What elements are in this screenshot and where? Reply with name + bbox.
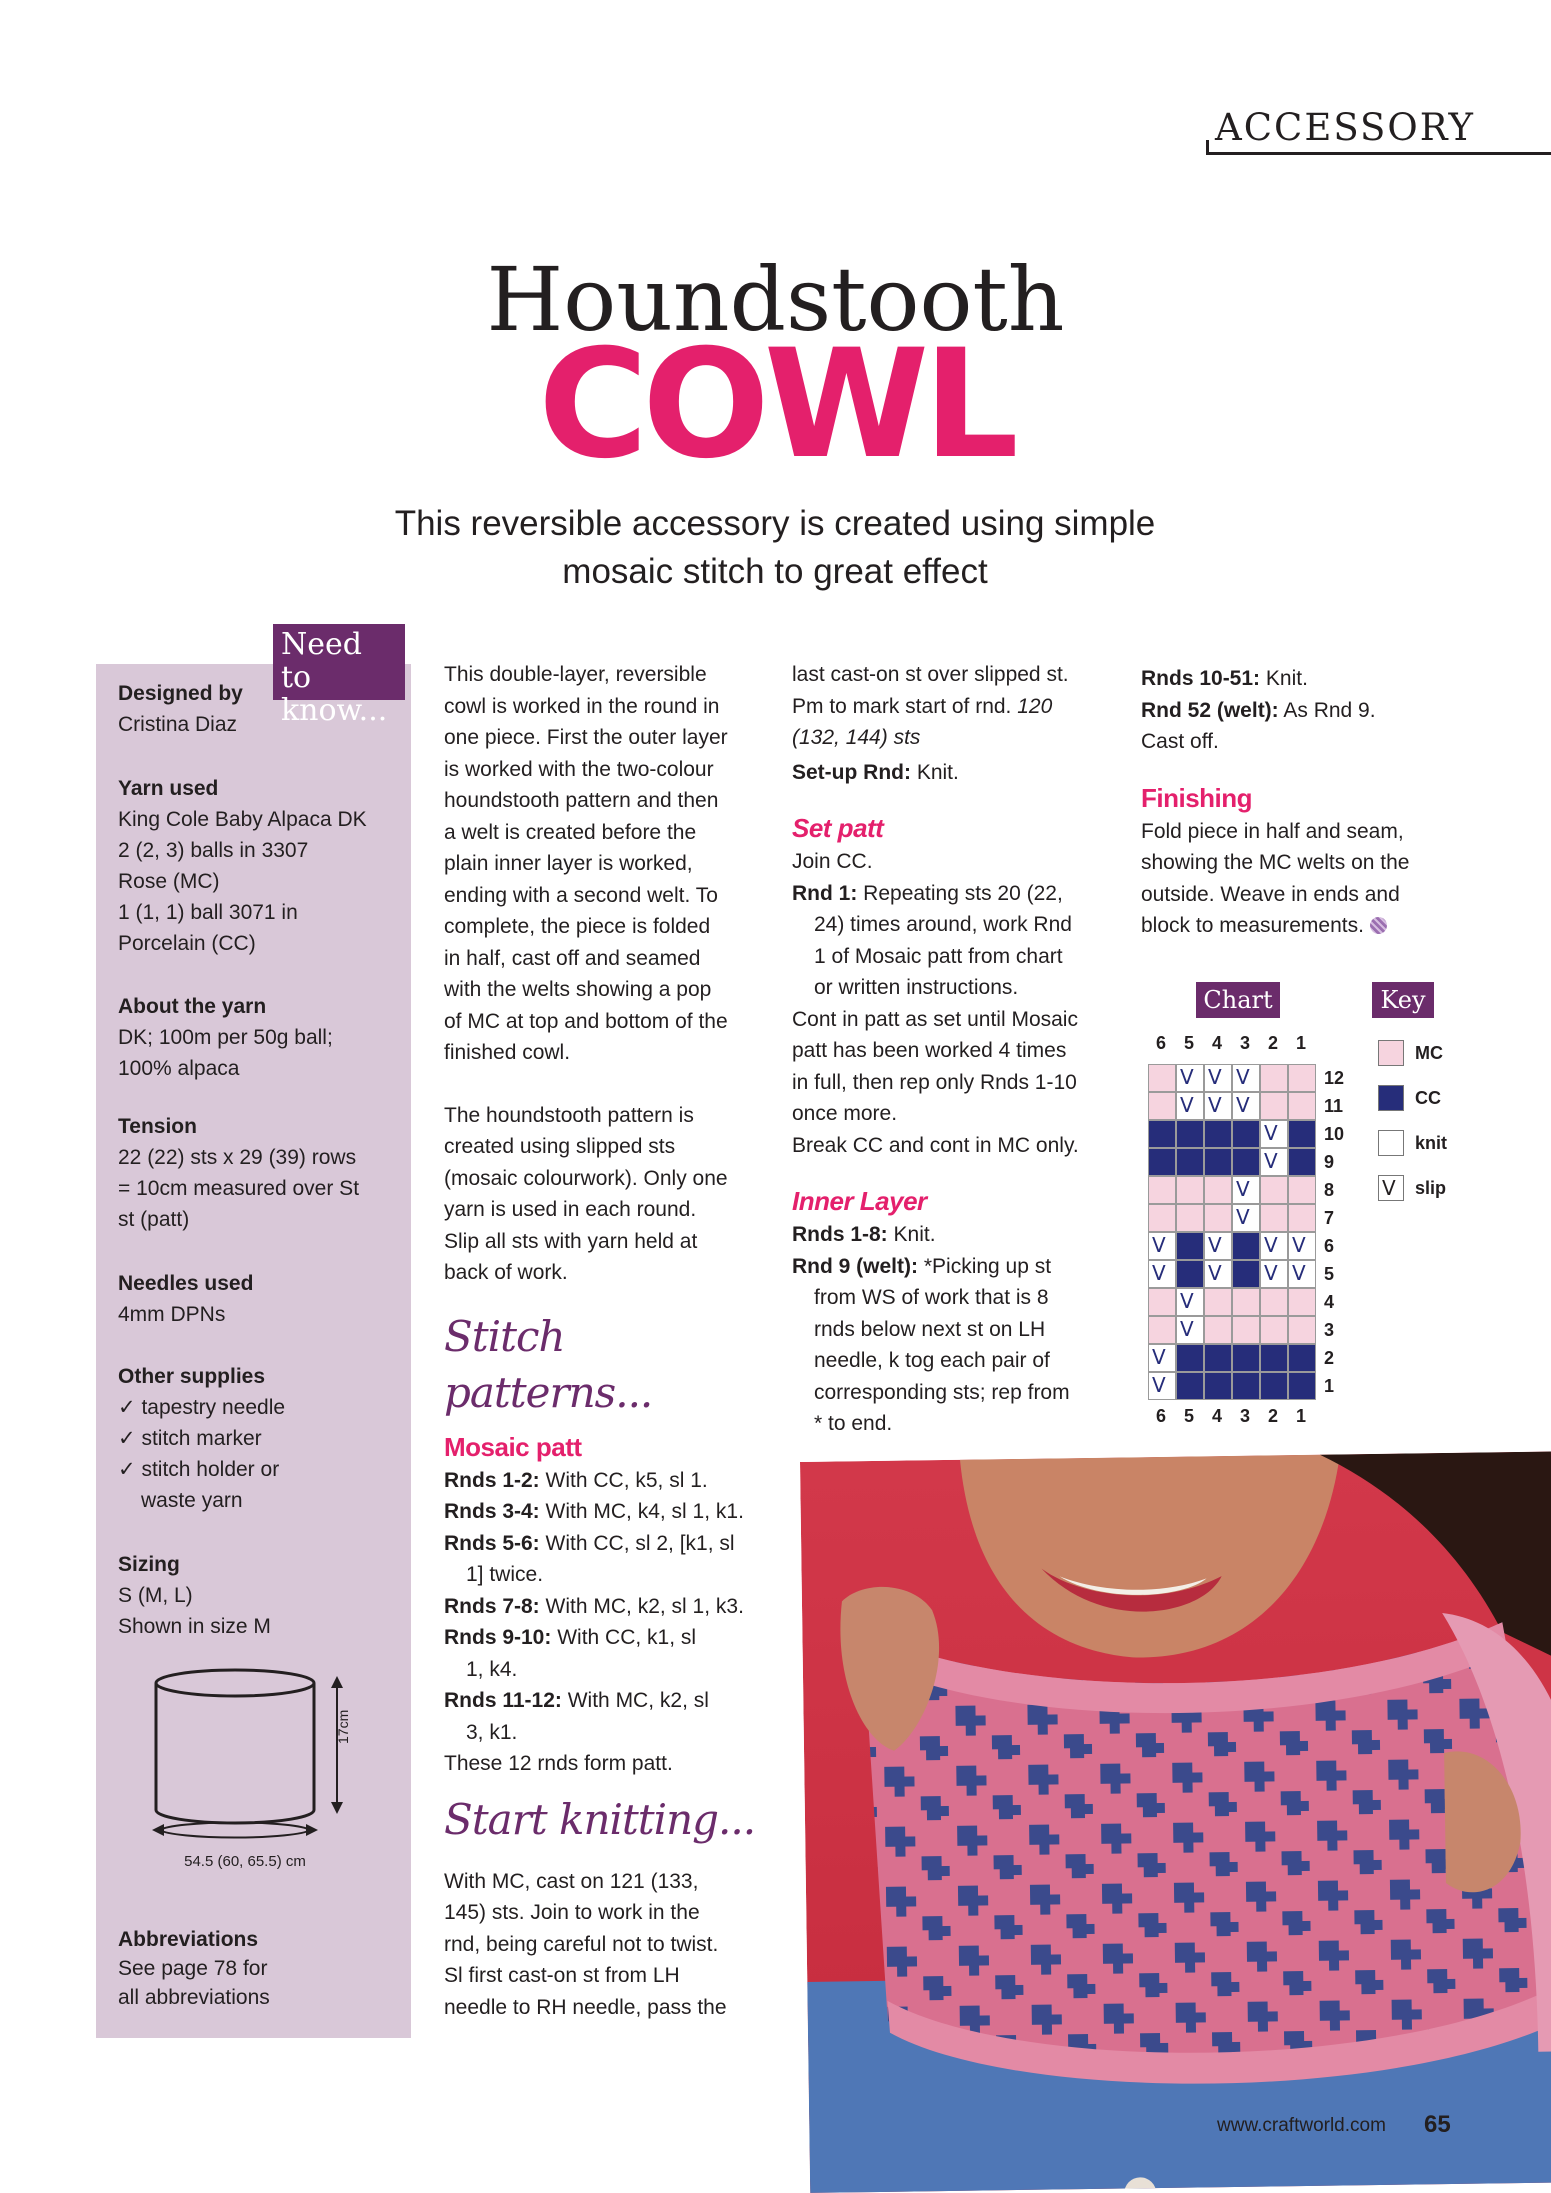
chart-cell-mc [1260,1288,1288,1316]
tension-line: 22 (22) sts x 29 (39) rows [118,1146,357,1169]
chart-col-label: 6 [1155,1033,1166,1053]
other-supplies-heading: Other supplies [118,1365,266,1388]
chart-row-label: 8 [1324,1180,1335,1200]
chart-cell-mc [1260,1176,1288,1204]
abbreviations-block [118,1925,408,2012]
chart-cell-cc [1148,1148,1176,1176]
slip-icon: V [1264,1233,1278,1257]
mosaic-row: Rnds 3-4: With MC, k4, sl 1, k1. [444,1500,744,1523]
mosaic-row-cont: 1] twice. [466,1563,544,1586]
chart-cell-slip [1176,1288,1204,1316]
chart-cell-slip [1204,1232,1232,1260]
start-knitting-text: With MC, cast on 121 (133, 145) sts. Join to work in the rnd, being careful not to twist. Sl first cast-on st from LH needle to RH needle, pass the [444,1869,727,2019]
stitch-patterns-heading: Stitch patterns... [444,1311,653,1417]
chart-cell-cc [1288,1148,1316,1176]
key-swatch-mc [1378,1040,1404,1066]
chart-cell-mc [1260,1092,1288,1120]
chart-cell-cc [1232,1260,1260,1288]
chart-row-label: 7 [1324,1208,1335,1228]
chart-cell-cc [1232,1148,1260,1176]
need-tag-line: Need to [281,627,362,695]
mosaic-row: Rnds 5-6: With CC, sl 2, [k1, sl [444,1531,735,1555]
sizing-block [118,1549,408,1642]
chart-cell-mc [1148,1204,1176,1232]
chart-cell-mc [1204,1316,1232,1344]
chart-row-label: 1 [1324,1376,1335,1396]
slip-icon: V [1292,1233,1306,1257]
slip-icon: V [1292,1261,1306,1285]
chart-cell-mc [1288,1288,1316,1316]
start-knitting-heading: Start knitting... [444,1794,756,1844]
setup-rnd: Set-up Rnd: Knit. [792,760,959,784]
rnd1: Rnd 1: Repeating sts 20 (22, [792,881,1063,905]
title-line-2: COWL [538,318,1013,492]
slip-icon: V [1152,1345,1166,1369]
tension-line: = 10cm measured over St [118,1177,360,1200]
mosaic-row-cont: 3, k1. [466,1720,518,1744]
mosaic-end: These 12 rnds form patt. [444,1752,673,1775]
rnd-52-welt: Rnd 52 (welt): As Rnd 9. [1141,698,1376,722]
chart-cell-slip [1288,1260,1316,1288]
slip-icon: V [1152,1233,1166,1257]
chart-cell-slip [1204,1260,1232,1288]
cowl-size-diagram [140,1660,370,1880]
cont-patt-paragraph: Cont in patt as set until Mosaic patt has been worked 4 times in full, then rep only Rnds 1-10 once more. Break CC and cont in MC only. [792,1007,1079,1157]
chart-cell-mc [1148,1092,1176,1120]
chart-cell-slip [1260,1260,1288,1288]
chart-col-label: 2 [1267,1033,1278,1053]
chart-cell-slip [1232,1204,1260,1232]
chart-cell-mc [1204,1176,1232,1204]
section-rule [1206,152,1551,155]
chart-col-label: 1 [1295,1406,1306,1426]
column-1 [444,659,774,2023]
chart-row-label: 6 [1324,1236,1335,1256]
tension-block [118,1111,408,1235]
need-tag-line: know... [281,693,388,728]
chart-cell-cc [1148,1120,1176,1148]
chart-cell-slip [1288,1232,1316,1260]
chart-cell-slip [1176,1064,1204,1092]
slip-icon: V [1236,1065,1250,1089]
yarn-line: 2 (2, 3) balls in 3307 [118,839,309,862]
chart-cell-mc [1288,1204,1316,1232]
slip-icon: V [1180,1317,1194,1341]
chart-cell-cc [1176,1372,1204,1400]
slip-icon: V [1208,1093,1222,1117]
cowl-photo [800,1452,1551,2193]
check-icon: ✓ [118,1458,136,1481]
chart-cell-mc [1288,1092,1316,1120]
chart-cell-cc [1176,1344,1204,1372]
slip-icon: V [1236,1205,1250,1229]
yarn-used-heading: Yarn used [118,777,219,800]
column-2: last cast-on st over slipped st. Pm to mark start of rnd. 120 (132, 144) sts Set-up Rnd: Knit. Set patt Join CC. Rnd 1: Repeating sts 20 (22, 24) times around, work Rnd 1 of Mosaic patt from chart or written instructions. Cont in patt as set until Mosaic patt has been worked 4 times in full, then rep only Rnds 1-10 once more. Break CC and cont in MC only. Inner Layer Rnds 1-8: Knit. Rnd 9 (welt): *Picking up st from WS of work that is 8 rnds below next st on LH needle, k tog each pair of corresponding sts; rep from * to end. [792,659,1122,1440]
key-label: knit [1415,1133,1448,1153]
about-yarn-block [118,991,408,1084]
mosaic-row: Rnds 9-10: With CC, k1, sl [444,1626,697,1649]
supply-item: ✓ stitch marker [118,1427,262,1450]
mosaic-row: Rnds 11-12: With MC, k2, sl [444,1689,709,1712]
chart-cell-cc [1260,1372,1288,1400]
designed-by-heading: Designed by [118,682,243,705]
chart-cell-cc [1176,1232,1204,1260]
abbreviations-heading: Abbreviations [118,1928,259,1951]
slip-icon: V [1264,1261,1278,1285]
chart-row-label: 10 [1324,1124,1345,1144]
chart-cell-slip [1176,1092,1204,1120]
chart-cell-slip [1260,1120,1288,1148]
designer-name: Cristina Diaz [118,713,238,736]
chart-row-label: 11 [1324,1096,1344,1116]
chart-cell-cc [1204,1344,1232,1372]
yarn-used-block [118,773,408,959]
chart-row-label: 5 [1324,1264,1335,1284]
chart-cell-cc [1176,1260,1204,1288]
sizing-heading: Sizing [118,1553,180,1576]
subtitle-line-2: mosaic stitch to great effect [562,552,988,591]
key-label: CC [1415,1088,1441,1108]
footer-url[interactable]: www.craftworld.com [1217,2115,1386,2136]
designed-by-block [118,678,408,740]
rnd-9-welt: Rnd 9 (welt): *Picking up st [792,1254,1052,1278]
supply-item: waste yarn [141,1489,243,1512]
chart-cell-slip [1176,1316,1204,1344]
chart-cell-mc [1260,1204,1288,1232]
chart-col-label: 4 [1211,1033,1222,1053]
slip-icon: V [1236,1093,1250,1117]
section-label: ACCESSORY [1215,106,1475,149]
rnds-10-51: Rnds 10-51: Knit. [1141,667,1308,690]
check-icon: ✓ [118,1427,136,1450]
chart-cell-mc [1148,1288,1176,1316]
slip-icon: V [1180,1289,1194,1313]
mosaic-row: Rnds 7-8: With MC, k2, sl 1, k3. [444,1594,744,1618]
join-cc: Join CC. [792,850,873,873]
slip-icon: V [1208,1261,1222,1285]
slip-icon: V [1264,1121,1278,1145]
abbreviations-line: See page 78 for [118,1957,268,1980]
mosaic-patt-heading: Mosaic patt [444,1431,582,1462]
sizing-line: Shown in size M [118,1615,271,1638]
chart-row-label: 4 [1324,1292,1335,1312]
mosaic-row: Rnds 1-2: With CC, k5, sl 1. [444,1468,708,1492]
chart-cell-cc [1288,1120,1316,1148]
chart-cell-mc [1288,1064,1316,1092]
chart-cell-slip [1232,1092,1260,1120]
chart-row-label: 9 [1324,1152,1335,1172]
chart-cell-cc [1232,1232,1260,1260]
chart-cell-cc [1232,1344,1260,1372]
chart-cell-cc [1176,1120,1204,1148]
chart-cell-mc [1204,1204,1232,1232]
chart-cell-mc [1148,1064,1176,1092]
about-yarn-line: DK; 100m per 50g ball; [118,1026,333,1049]
chart-cell-mc [1232,1316,1260,1344]
chart-cell-slip [1260,1148,1288,1176]
chart-cell-slip [1148,1260,1176,1288]
chart-cell-cc [1288,1344,1316,1372]
chart-col-label: 1 [1295,1033,1306,1053]
supply-item: ✓ stitch holder or [118,1458,280,1481]
chart-cell-mc [1176,1176,1204,1204]
other-supplies-block [118,1361,408,1516]
chart-cell-cc [1204,1372,1232,1400]
circumference-label: 54.5 (60, 65.5) cm [184,1853,306,1870]
chart-cell-mc [1176,1204,1204,1232]
slip-icon: V [1152,1373,1166,1397]
chart-cell-slip [1232,1176,1260,1204]
key-swatch-slip [1378,1175,1404,1201]
yarn-line: Porcelain (CC) [118,932,256,955]
abbreviations-line: all abbreviations [118,1986,270,2009]
chart-col-label: 5 [1183,1406,1194,1426]
cast-off: Cast off. [1141,730,1219,753]
tension-line: st (patt) [118,1208,190,1231]
yarn-line: Rose (MC) [118,870,220,893]
chart-cell-mc [1288,1316,1316,1344]
finishing-heading: Finishing [1141,782,1253,813]
chart-row-label: 12 [1324,1068,1345,1088]
chart-col-label: 3 [1239,1033,1250,1053]
chart-cell-cc [1204,1120,1232,1148]
subtitle [300,500,1250,596]
chart-cell-mc [1260,1316,1288,1344]
slip-icon: V [1180,1065,1194,1089]
chart-col-label: 2 [1267,1406,1278,1426]
title-line-1: Houndstooth [486,248,1065,351]
inner-layer-heading: Inner Layer [792,1186,927,1216]
check-icon: ✓ [118,1396,136,1419]
chart-row-label: 2 [1324,1348,1335,1368]
key-label: slip [1415,1178,1447,1198]
chart-cell-cc [1176,1148,1204,1176]
slip-icon: V [1264,1149,1278,1173]
chart-col-label: 3 [1239,1406,1250,1426]
about-yarn-line: 100% alpaca [118,1057,240,1080]
chart-tag: Chart [1196,982,1280,1018]
supply-item: ✓ tapestry needle [118,1396,286,1419]
slip-icon: V [1236,1177,1250,1201]
about-yarn-heading: About the yarn [118,995,267,1018]
houndstooth-paragraph: The houndstooth pattern is created using slipped sts (mosaic colourwork). Only one yarn is used in each round. Slip all sts with yarn held at back of work. [444,1103,728,1284]
column-3: Rnds 10-51: Knit. Rnd 52 (welt): As Rnd 9. Cast off. Finishing Fold piece in half and seam, showing the MC welts on the outside. Weave in ends and block to measurements. [1141,663,1471,942]
key-tag: Key [1372,982,1434,1018]
yarn-line: King Cole Baby Alpaca DK [118,808,367,831]
slip-icon: V [1208,1233,1222,1257]
slip-icon: V [1208,1065,1222,1089]
chart-cell-slip [1148,1232,1176,1260]
chart-cell-mc [1232,1288,1260,1316]
chart-col-label: 5 [1183,1033,1194,1053]
chart-cell-mc [1288,1176,1316,1204]
height-label: 17cm [335,1709,351,1744]
section-rule-tick [1206,140,1209,155]
chart-cell-mc [1204,1288,1232,1316]
chart-row-label: 3 [1324,1320,1335,1340]
tension-heading: Tension [118,1115,197,1138]
needles-line: 4mm DPNs [118,1303,226,1326]
chart-col-label: 4 [1211,1406,1222,1426]
key-swatch-cc [1378,1085,1404,1111]
sizing-line: S (M, L) [118,1584,193,1607]
chart-cell-slip [1204,1064,1232,1092]
chart-cell-slip [1148,1372,1176,1400]
chart-cell-slip [1148,1344,1176,1372]
chart-cell-mc [1148,1316,1176,1344]
chart-cell-mc [1260,1064,1288,1092]
intro-paragraph: This double-layer, reversible cowl is worked in the round in one piece. First the outer layer is worked with the two-colour houndstooth pattern and then a welt is created before the plain inner layer is worked, ending with a second welt. To complete, the piece is folded in half, cast off and seamed with the welts showing a pop of MC at top and bottom of the finished cowl. [444,663,728,1064]
set-patt-heading: Set patt [792,813,884,843]
mosaic-row-cont: 1, k4. [466,1657,518,1681]
chart-cell-cc [1232,1120,1260,1148]
rnds-1-8: Rnds 1-8: Knit. [792,1223,936,1246]
model-wearing-cowl-image [800,1452,1551,2193]
needles-block [118,1268,408,1330]
chart-cell-slip [1204,1092,1232,1120]
yarn-line: 1 (1, 1) ball 3071 in [118,901,298,924]
chart-cell-cc [1232,1372,1260,1400]
chart-col-label: 6 [1155,1406,1166,1426]
key-swatch-knit [1378,1130,1404,1156]
yarn-ball-icon [1370,917,1387,934]
chart-cell-cc [1260,1344,1288,1372]
subtitle-line-1: This reversible accessory is created using simple [394,504,1156,543]
chart-cell-mc [1148,1176,1176,1204]
slip-icon: V [1382,1176,1396,1200]
slip-icon: V [1180,1093,1194,1117]
chart-cell-cc [1204,1148,1232,1176]
chart-cell-slip [1232,1064,1260,1092]
key-label: MC [1415,1043,1443,1063]
chart-cell-cc [1288,1372,1316,1400]
page-number: 65 [1424,2111,1451,2138]
chart-cell-slip [1260,1232,1288,1260]
slip-icon: V [1152,1261,1166,1285]
needles-heading: Needles used [118,1272,254,1295]
